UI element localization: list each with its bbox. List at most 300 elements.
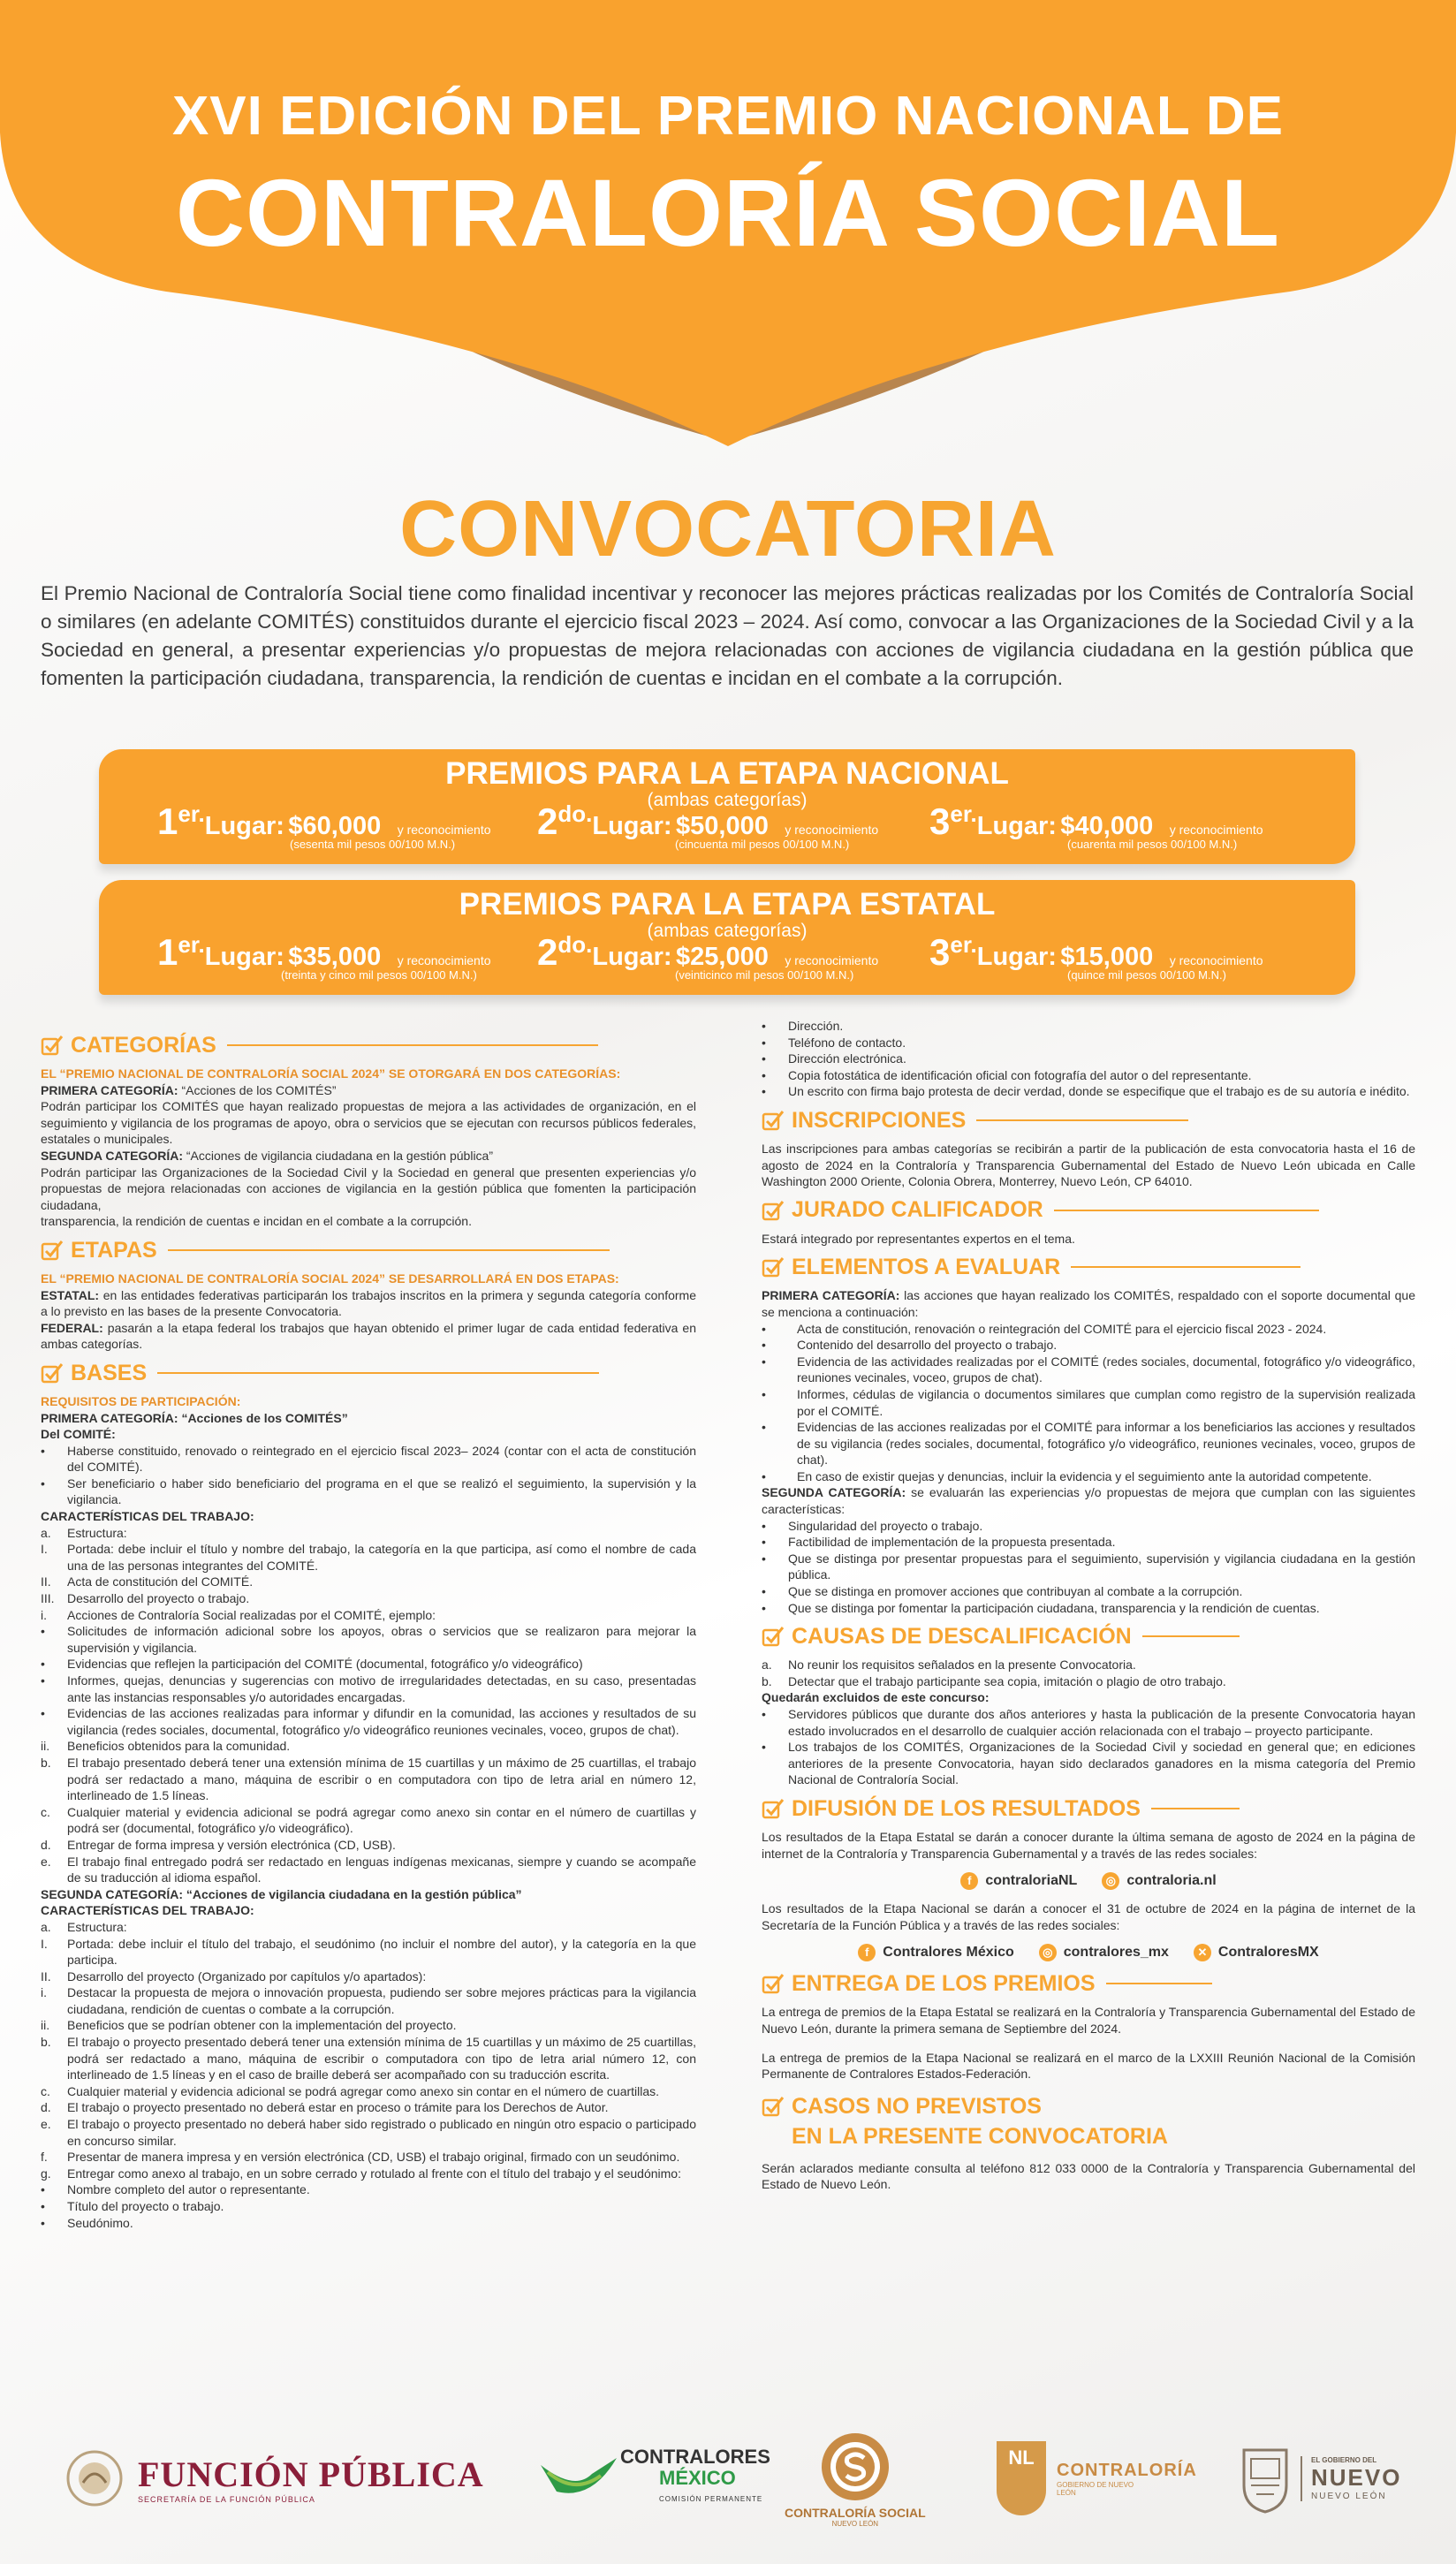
- section-divider: [227, 1044, 598, 1046]
- list-item: [41, 1705, 696, 1738]
- list-item: [762, 1354, 1415, 1386]
- list-marker: •: [762, 1354, 766, 1369]
- list-item: [41, 1623, 696, 1656]
- list-item: [41, 1590, 696, 1607]
- place-ordinal: $2^{do.}$: [537, 800, 593, 842]
- prize-title: PREMIOS PARA LA ETAPA ESTATAL: [459, 887, 996, 922]
- list-marker: •: [41, 2182, 45, 2197]
- list-text: Que se distinga por presentar propuestas para el seguimiento, supervisión y vigilancia ciudadana en la gestión pública.: [788, 1551, 1415, 1582]
- list-item: [41, 1854, 696, 1886]
- list-text: Dirección electrónica.: [788, 1051, 906, 1066]
- list-item: [41, 2181, 696, 2198]
- funcion-publica-subtext: SECRETARÍA DE LA FUNCIÓN PÚBLICA: [138, 2494, 315, 2504]
- place-recognition: y reconocimiento: [785, 953, 879, 967]
- list-marker: •: [762, 1084, 766, 1099]
- list-marker: •: [762, 1584, 766, 1599]
- list-text: Que se distinga en promover acciones que contribuyan al combate a la corrupción.: [788, 1584, 1243, 1599]
- list-marker: c.: [41, 2083, 50, 2098]
- logo-contraloria-nl: [997, 2421, 1197, 2536]
- section-title: CATEGORÍAS: [71, 1032, 216, 1058]
- list-marker: •: [41, 2215, 45, 2230]
- list-marker: •: [762, 1035, 766, 1050]
- x-icon: ✕: [1194, 1944, 1211, 1961]
- list-item: [41, 2083, 696, 2100]
- list-marker: •: [41, 1706, 45, 1721]
- list-item: [762, 1051, 1415, 1067]
- gob-line3: NUEVO LEÓN: [1311, 2491, 1387, 2501]
- list-text: Destacar la propuesta de mejora o innovación propuesta, pudiendo ser sobre mejores prácticas para la vigilancia ciudadana, rendición de cuentas o combate a la corrupción.: [67, 1985, 696, 2016]
- list-marker: •: [762, 1019, 766, 1033]
- list-item: [762, 1600, 1415, 1617]
- list-item: [762, 1534, 1415, 1551]
- list-text: En caso de existir quejas y denuncias, incluir la evidencia y el seguimiento ante la autoridad competente.: [797, 1468, 1372, 1483]
- prize-place-2: [537, 931, 879, 982]
- list-marker: •: [41, 1443, 45, 1458]
- logo-contralores-mexico: [539, 2421, 770, 2536]
- prize-place-1: [157, 931, 491, 982]
- list-item: [41, 1936, 696, 1969]
- list-text: Entregar de forma impresa y versión electrónica (CD, USB).: [67, 1837, 396, 1852]
- list-text: Servidores públicos que durante dos años anteriores y hasta la publicación de la presente Convocatoria hayan estado involucrados en el desarrollo de cualquier acción relacionada con el trabajo – proyecto participante.: [788, 1707, 1415, 1738]
- list-marker: •: [762, 1707, 766, 1721]
- place-recognition: y reconocimiento: [785, 823, 879, 837]
- header-banner: [0, 0, 1456, 459]
- place-amount-words: (quince mil pesos 00/100 M.N.): [1067, 968, 1226, 982]
- list-marker: b.: [41, 1755, 51, 1770]
- list-text: Teléfono de contacto.: [788, 1035, 906, 1050]
- section-title: BASES: [71, 1360, 148, 1385]
- place-recognition: y reconocimiento: [397, 823, 491, 837]
- list-marker: i.: [41, 1985, 47, 2000]
- cs-text: CONTRALORÍA SOCIAL: [785, 2505, 926, 2520]
- place-amount: $50,000: [676, 812, 769, 840]
- prize-title: PREMIOS PARA LA ETAPA NACIONAL: [445, 756, 1009, 791]
- list-text: Detectar que el trabajo participante sea copia, imitación o plagio de otro trabajo.: [788, 1673, 1226, 1688]
- elementos-cat2: SEGUNDA CATEGORÍA: se evaluarán las experiencias y/o propuestas de mejora que cumplan con las siguientes características:: [762, 1485, 1416, 1517]
- header-line2: CONTRALORÍA SOCIAL: [176, 159, 1280, 266]
- instagram-icon: ◎: [1039, 1944, 1057, 1961]
- difusion-text2: Los resultados de la Etapa Nacional se darán a conocer el 31 de octubre de 2024 en la página de internet de la Secretaría de la Función Pública y a través de las redes sociales:: [762, 1901, 1415, 1932]
- del-comite: Del COMITÉ:: [41, 1427, 116, 1442]
- cat1-label: PRIMERA CATEGORÍA:: [41, 1082, 178, 1097]
- list-item: [41, 2034, 696, 2083]
- list-item: [762, 1551, 1415, 1583]
- section-divider: [1054, 1210, 1319, 1211]
- list-marker: g.: [41, 2166, 51, 2181]
- list-item: [41, 2166, 696, 2182]
- header-line1: XVI EDICIÓN DEL PREMIO NACIONAL DE: [171, 86, 1285, 147]
- facebook-icon: f: [858, 1944, 876, 1961]
- list-item: [41, 1541, 696, 1574]
- list-text: Portada: debe incluir el título del trabajo, el seudónimo (no incluir el nombre del autor), y la categoría en la que participa.: [67, 1936, 696, 1968]
- list-item: [762, 1035, 1415, 1051]
- entrega-text1: La entrega de premios de la Etapa Estatal se realizará en la Contraloría y Transparencia Gubernamental del Estado de Nuevo León, durante la primera semana de Septiembre del 2024.: [762, 2005, 1415, 2036]
- jurado-text: Estará integrado por representantes expertos en el tema.: [762, 1231, 1075, 1246]
- list-marker: b.: [762, 1673, 772, 1688]
- place-label: Lugar:: [592, 943, 672, 971]
- list-item: [762, 1083, 1415, 1100]
- list-marker: •: [762, 1338, 766, 1353]
- prize-place-1: [157, 800, 491, 851]
- list-marker: e.: [41, 1854, 51, 1869]
- right-column: [762, 1018, 1415, 2193]
- social-facebook-contraloriaNL[interactable]: f contraloriaNL: [960, 1872, 1077, 1890]
- list-marker: •: [762, 1740, 766, 1755]
- list-text: No reunir los requisitos señalados en la presente Convocatoria.: [788, 1657, 1136, 1673]
- place-amount: $25,000: [676, 943, 769, 971]
- list-text: El trabajo presentado deberá tener una extensión mínima de 15 cuartillas y un máximo de 25 cuartillas, el trabajo podrá ser redactado a mano, máquina de escribir o en computadora con tipo de letra arial en número 12, interlineado de 1.5 líneas.: [67, 1755, 696, 1803]
- cat2-label: SEGUNDA CATEGORÍA:: [41, 1148, 183, 1163]
- section-divider: [1142, 1635, 1240, 1637]
- list-item: [762, 1337, 1415, 1354]
- checkbox-check-icon: [762, 2095, 785, 2118]
- list-item: [41, 1804, 696, 1837]
- section-divider: [1151, 1808, 1240, 1809]
- caracteristicas-heading: CARACTERÍSTICAS DEL TRABAJO:: [41, 1509, 254, 1524]
- list-item: [41, 1919, 696, 1936]
- list-text: El trabajo o proyecto presentado no deberá haber sido registrado o publicado en ningún otro espacio o participado en concurso similar.: [67, 2117, 696, 2148]
- list-text: Estructura:: [67, 1525, 127, 1540]
- list-text: Informes, cédulas de vigilancia o documentos similares que cumplan como registro de la supervisión realizada por el COMITÉ.: [797, 1386, 1415, 1418]
- etapa-federal: FEDERAL: pasarán a la etapa federal los trabajos que hayan obtenido el primer lugar de cada entidad federativa en ambas categorías.: [41, 1320, 696, 1352]
- cat1-text: Podrán participar los COMITÉS que hayan realizado propuestas de mejora a las actividades de organización, en el seguimiento y vigilancia de los programas de apoyo, obra o servicios que se ejecutan con recursos públicos federales, estatales o municipales.: [41, 1099, 696, 1147]
- place-amount: $35,000: [288, 943, 382, 971]
- section-header-inscripciones: [762, 1109, 1415, 1132]
- categorias-heading: EL “PREMIO NACIONAL DE CONTRALORÍA SOCIAL 2024” SE OTORGARÁ EN DOS CATEGORÍAS:: [41, 1066, 621, 1081]
- list-bases-c: [41, 1919, 696, 2231]
- list-marker: d.: [41, 2100, 51, 2115]
- checkbox-check-icon: [762, 1972, 785, 1995]
- list-causas-2: [762, 1706, 1415, 1788]
- list-item: [41, 1607, 696, 1624]
- section-header-causas: [762, 1625, 1415, 1648]
- social-links-estatal: [762, 1872, 1415, 1890]
- place-ordinal: $2^{do.}$: [537, 931, 593, 973]
- nl-shield: NL: [997, 2441, 1046, 2515]
- intro-paragraph: El Premio Nacional de Contraloría Social tiene como finalidad incentivar y reconocer las mejores prácticas realizadas por los Comités de Contraloría Social o similares (en adelante COMITÉS) constituidos durante el ejercicio fiscal 2023 – 2024. Así como, convocar a las Organizaciones de la Sociedad Civil y a la Sociedad en general, a presentar experiencias y/o propuestas de mejora relacionadas con acciones de vigilancia ciudadana en la gestión pública que fomenten la participación ciudadana, transparencia, la rendición de cuentas e incidan en el combate a la corrupción.: [41, 582, 1414, 689]
- list-item: [762, 1673, 1415, 1690]
- list-text: Dirección.: [788, 1019, 844, 1033]
- list-item: [41, 1574, 696, 1590]
- coat-of-arms-icon: [64, 2447, 125, 2509]
- list-item: [41, 1475, 696, 1508]
- list-text: Evidencias de las acciones realizadas para informar y difundir en la comunidad, las acciones y resultados de su vigilancia (redes sociales, documental, fotográfico y/o videográfico reuniones vecinales, voceo, grupos de chat).: [67, 1706, 696, 1737]
- section-header-etapas: [41, 1239, 696, 1262]
- list-marker: I.: [41, 1936, 48, 1951]
- list-marker: a.: [41, 1919, 51, 1934]
- place-recognition: y reconocimiento: [1169, 953, 1263, 967]
- contralores-text: CONTRALORES: [620, 2446, 770, 2468]
- list-text: Contenido del desarrollo del proyecto o trabajo.: [797, 1338, 1058, 1353]
- cat2-text: Podrán participar las Organizaciones de la Sociedad Civil y la Sociedad en general que presenten experiencias y/o propuestas de mejora relacionadas con acciones de vigilancia en la gestión pública que fomenten la participación ciudadana,: [41, 1164, 696, 1212]
- social-x-contraloresmx[interactable]: ✕ ContraloresMX: [1194, 1944, 1319, 1961]
- section-header-casos: [762, 2091, 1415, 2151]
- section-divider: [976, 1119, 1188, 1121]
- checkbox-check-icon: [762, 1109, 785, 1132]
- prize-place-2: [537, 800, 879, 851]
- caracteristicas2-heading: CARACTERÍSTICAS DEL TRABAJO:: [41, 1903, 254, 1918]
- logo-gobierno-nl: [1239, 2421, 1401, 2536]
- place-amount-words: (cincuenta mil pesos 00/100 M.N.): [675, 838, 850, 851]
- list-marker: II.: [41, 1574, 51, 1589]
- difusion-text1: Los resultados de la Etapa Estatal se darán a conocer durante la última semana de agosto de 2024 en la página de internet de la Contraloría y Transparencia Gubernamental y a través de las redes sociales:: [762, 1829, 1415, 1861]
- list-item: [41, 2099, 696, 2116]
- list-text: Evidencias de las acciones realizadas por el COMITÉ para informar a los beneficiarios las acciones y resultados de su vigilancia (redes sociales, documental, fotográfico y/o videográfico, reuniones vecinales, voceo, grupos de chat).: [797, 1420, 1415, 1468]
- list-marker: II.: [41, 1969, 51, 1984]
- section-title: ETAPAS: [71, 1237, 157, 1263]
- list-bases-a: [41, 1443, 696, 1508]
- list-item: [41, 1837, 696, 1854]
- footer-logos: [0, 2421, 1456, 2536]
- list-text: Singularidad del proyecto o trabajo.: [788, 1518, 983, 1533]
- list-item: [762, 1067, 1415, 1084]
- comision-text: COMISIÓN PERMANENTE: [659, 2495, 763, 2503]
- contraloria-subtext: GOBIERNO DE NUEVO LEÓN: [1057, 2480, 1134, 2497]
- cat2-text2: transparencia, la rendición de cuentas e incidan en el combate a la corrupción.: [41, 1214, 472, 1229]
- cat2-name: “Acciones de vigilancia ciudadana en la gestión pública”: [183, 1148, 493, 1163]
- list-item: [41, 1673, 696, 1705]
- contraloria-social-seal-icon: [818, 2430, 892, 2504]
- list-text: Beneficios obtenidos para la comunidad.: [67, 1739, 291, 1754]
- list-text: Solicitudes de información adicional sobre los apoyos, obras o servicios que se realizaron para mejorar la supervisión y vigilancia.: [67, 1624, 696, 1655]
- section-divider: [157, 1372, 599, 1374]
- prize-subtitle: (ambas categorías): [647, 790, 808, 810]
- list-marker: e.: [41, 2117, 51, 2132]
- list-causas-1: [762, 1657, 1415, 1689]
- list-marker: c.: [41, 1804, 50, 1819]
- section-divider: [1071, 1266, 1301, 1268]
- section-title-line2: EN LA PRESENTE CONVOCATORIA: [792, 2123, 1168, 2149]
- etapas-heading: EL “PREMIO NACIONAL DE CONTRALORÍA SOCIAL 2024” SE DESARROLLARÁ EN DOS ETAPAS:: [41, 1271, 619, 1286]
- checkbox-check-icon: [41, 1239, 64, 1262]
- place-amount-words: (veinticinco mil pesos 00/100 M.N.): [675, 968, 854, 982]
- place-amount-words: (sesenta mil pesos 00/100 M.N.): [290, 838, 456, 851]
- list-item: [41, 1656, 696, 1673]
- list-text: Evidencia de las actividades realizadas por el COMITÉ (redes sociales, documental, fotográfico y/o videográfico, reuniones vecinales, voceo, grupos de chat).: [797, 1354, 1415, 1385]
- section-title: JURADO CALIFICADOR: [792, 1197, 1043, 1223]
- list-item: [41, 2017, 696, 2034]
- section-divider: [168, 1249, 610, 1251]
- list-item: [762, 1386, 1415, 1419]
- list-text: Ser beneficiario o haber sido beneficiario del programa en el que se realizó el seguimiento, la supervisión y la vigilancia.: [67, 1475, 696, 1507]
- checkbox-check-icon: [41, 1034, 64, 1057]
- list-marker: a.: [41, 1525, 51, 1540]
- list-item: [41, 1443, 696, 1475]
- prize-box-nacional: [99, 749, 1355, 864]
- list-text: Evidencias que reflejen la participación del COMITÉ (documental, fotográfico y/o videográfico): [67, 1657, 583, 1672]
- list-marker: •: [762, 1600, 766, 1615]
- list-text: Estructura:: [67, 1919, 127, 1934]
- list-text: Cualquier material y evidencia adicional se podrá agregar como anexo sin contar en el número de cuartillas y podrá ser (documental, fotográfico y/o videográfico).: [67, 1804, 696, 1836]
- list-text: Desarrollo del proyecto (Organizado por capítulos y/o apartados):: [67, 1969, 427, 1984]
- list-item: [41, 1984, 696, 2017]
- section-title: ENTREGA DE LOS PREMIOS: [792, 1971, 1096, 1997]
- list-item: [41, 1755, 696, 1804]
- list-text: Acta de constitución, renovación o reintegración del COMITÉ para el ejercicio fiscal 2023 - 2024.: [797, 1321, 1327, 1336]
- place-label: Lugar:: [976, 812, 1057, 840]
- list-bases-b: [41, 1525, 696, 1886]
- section-title: CAUSAS DE DESCALIFICACIÓN: [792, 1623, 1132, 1649]
- checkbox-check-icon: [762, 1255, 785, 1278]
- list-marker: •: [762, 1535, 766, 1550]
- excluidos-heading: Quedarán excluidos de este concurso:: [762, 1690, 990, 1705]
- list-text: Presentar de manera impresa y en versión electrónica (CD, USB) el trabajo original, firmado con un seudónimo.: [67, 2150, 680, 2165]
- list-marker: •: [762, 1420, 766, 1435]
- list-item: [41, 1969, 696, 1985]
- logo-funcion-publica: [64, 2421, 484, 2536]
- list-marker: I.: [41, 1542, 48, 1557]
- list-text: Entregar como anexo al trabajo, en un sobre cerrado y rotulado al frente con el título del trabajo y el seudónimo:: [67, 2166, 681, 2181]
- funcion-publica-text: FUNCIÓN PÚBLICA: [138, 2454, 484, 2494]
- list-text: El trabajo final entregado podrá ser redactado en lenguas indígenas mexicanas, siempre y cuando se acompañe de su traducción al idioma español.: [67, 1854, 696, 1885]
- list-text: El trabajo o proyecto presentado no deberá estar en proceso o trámite para los Derechos de Autor.: [67, 2100, 609, 2115]
- place-recognition: y reconocimiento: [397, 953, 491, 967]
- list-text: Un escrito con firma bajo protesta de decir verdad, donde se especifique que el trabajo es de su autoría e inédito.: [788, 1084, 1410, 1099]
- list-item: [762, 1321, 1415, 1338]
- cs-subtext: NUEVO LEÓN: [831, 2519, 879, 2528]
- section-header-bases: [41, 1362, 696, 1384]
- place-ordinal: $1^{er.}$: [157, 800, 205, 842]
- bases-cat2: SEGUNDA CATEGORÍA: “Acciones de vigilancia ciudadana en la gestión pública”: [41, 1886, 522, 1901]
- list-marker: •: [762, 1051, 766, 1066]
- list-text: Nombre completo del autor o representante.: [67, 2182, 310, 2197]
- instagram-icon: ◎: [1102, 1872, 1119, 1890]
- section-header-jurado: [762, 1199, 1415, 1222]
- list-marker: •: [762, 1386, 766, 1401]
- list-marker: •: [41, 2199, 45, 2213]
- list-text: Los trabajos de los COMITÉS, Organizaciones de la Sociedad Civil y sociedad en general que; en ediciones anteriores de la presente Convocatoria, hayan sido declarados ganadores en la misma categoría del Premio Nacional de Contraloría Social.: [788, 1740, 1415, 1787]
- list-text: Beneficios que se podrían obtener con la implementación del proyecto.: [67, 2018, 457, 2033]
- list-item: [41, 2198, 696, 2215]
- place-label: Lugar:: [976, 943, 1057, 971]
- place-label: Lugar:: [592, 812, 672, 840]
- place-amount: $15,000: [1060, 943, 1154, 971]
- section-title: ELEMENTOS A EVALUAR: [792, 1255, 1061, 1280]
- list-marker: ii.: [41, 1739, 50, 1754]
- bases-cat1: PRIMERA CATEGORÍA: “Acciones de los COMITÉS”: [41, 1410, 348, 1425]
- place-ordinal: $1^{er.}$: [157, 931, 205, 973]
- list-text: Haberse constituido, renovado o reintegrado en el ejercicio fiscal 2023– 2024 (contar con el acta de constitución del COMITÉ).: [67, 1443, 696, 1475]
- checkbox-check-icon: [762, 1625, 785, 1648]
- list-text: Desarrollo del proyecto o trabajo.: [67, 1591, 250, 1606]
- list-item: [762, 1657, 1415, 1673]
- list-marker: b.: [41, 2035, 51, 2050]
- list-marker: •: [41, 1624, 45, 1639]
- requisitos-heading: REQUISITOS DE PARTICIPACIÓN:: [41, 1393, 241, 1408]
- list-item: [762, 1583, 1415, 1600]
- list-marker: a.: [762, 1657, 772, 1673]
- list-item: [41, 2149, 696, 2166]
- list-text: Cualquier material y evidencia adicional se podrá agregar como anexo sin contar en el número de cuartillas.: [67, 2083, 660, 2098]
- list-item: [41, 1525, 696, 1542]
- list-text: Acciones de Contraloría Social realizadas por el COMITÉ, ejemplo:: [67, 1607, 436, 1622]
- prize-subtitle: (ambas categorías): [647, 921, 808, 941]
- elementos-cat1: PRIMERA CATEGORÍA: las acciones que hayan realizado los COMITÉS, respaldado con el soporte documental que se menciona a continuación:: [762, 1288, 1415, 1319]
- place-amount: $60,000: [288, 812, 382, 840]
- list-right-top: [762, 1018, 1415, 1100]
- section-header-elementos: [762, 1255, 1415, 1278]
- social-facebook-contralores-mexico[interactable]: f Contralores México: [858, 1944, 1013, 1961]
- list-marker: •: [762, 1321, 766, 1336]
- prize-place-3: [929, 800, 1263, 851]
- place-label: Lugar:: [204, 943, 284, 971]
- list-item: [41, 1738, 696, 1755]
- list-elementos-2: [762, 1518, 1415, 1617]
- left-column: [41, 1025, 696, 2231]
- list-text: Copia fotostática de identificación oficial con fotografía del autor o del representante.: [788, 1067, 1252, 1082]
- social-instagram-contralores-mx[interactable]: ◎ contralores_mx: [1039, 1944, 1169, 1961]
- checkbox-check-icon: [762, 1797, 785, 1820]
- place-amount: $40,000: [1060, 812, 1154, 840]
- social-instagram-contraloria-nl[interactable]: ◎ contraloria.nl: [1102, 1872, 1216, 1890]
- list-text: Factibilidad de implementación de la propuesta presentada.: [788, 1535, 1116, 1550]
- prize-box-estatal: [99, 880, 1355, 995]
- section-header-entrega: [762, 1972, 1415, 1995]
- facebook-icon: f: [960, 1872, 978, 1890]
- gob-line2: NUEVO: [1311, 2463, 1402, 2491]
- list-item: [762, 1706, 1415, 1739]
- list-marker: ii.: [41, 2018, 50, 2033]
- list-marker: •: [762, 1067, 766, 1082]
- section-header-categorias: [41, 1034, 696, 1057]
- list-marker: f.: [41, 2150, 48, 2165]
- list-marker: •: [41, 1475, 45, 1491]
- list-item: [762, 1518, 1415, 1535]
- gob-line1: EL GOBIERNO DEL: [1311, 2455, 1377, 2464]
- checkbox-check-icon: [762, 1199, 785, 1222]
- list-marker: •: [762, 1518, 766, 1533]
- list-item: [762, 1018, 1415, 1035]
- list-marker: d.: [41, 1837, 51, 1852]
- contralores-mexico-icon: [539, 2456, 618, 2500]
- list-marker: •: [41, 1673, 45, 1688]
- list-text: Informes, quejas, denuncias y sugerencias con motivo de irregularidades detectadas, en su caso, presentadas ante las instancias responsables y/o autoridades encargadas.: [67, 1673, 696, 1704]
- place-ordinal: $3^{er.}$: [929, 800, 977, 842]
- list-marker: i.: [41, 1607, 47, 1622]
- list-marker: •: [762, 1468, 766, 1483]
- place-recognition: y reconocimiento: [1169, 823, 1263, 837]
- list-marker: III.: [41, 1591, 55, 1606]
- casos-text: Serán aclarados mediante consulta al teléfono 812 033 0000 de la Contraloría y Transparencia Gubernamental del Estado de Nuevo León.: [762, 2160, 1415, 2192]
- list-text: Título del proyecto o trabajo.: [67, 2199, 224, 2213]
- list-marker: •: [762, 1551, 766, 1566]
- place-ordinal: $3^{er.}$: [929, 931, 977, 973]
- list-elementos-1: [762, 1321, 1415, 1485]
- list-text: Acta de constitución del COMITÉ.: [67, 1574, 254, 1589]
- logo-contraloria-social-nl: [785, 2421, 926, 2536]
- list-item: [41, 2116, 696, 2149]
- list-text: El trabajo o proyecto presentado deberá tener una extensión mínima de 15 cuartillas y un máximo de 25 cuartillas, podrá ser redactado a mano, máquina de escribir o computadora con tipo de letra arial número 12, con interlineado de 1.5 líneas y en el caso de braille deberá ser acompañado con su traducción escrita.: [67, 2035, 696, 2082]
- place-amount-words: (cuarenta mil pesos 00/100 M.N.): [1067, 838, 1238, 851]
- inscripciones-text: Las inscripciones para ambas categorías se recibirán a partir de la publicación de esta convocatoria hasta el 16 de agosto de 2024 en la Contraloría y Transparencia Gubernamental del Estado de Nuevo León ubicada en Calle Washington 2000 Oriente, Colonia Obrera, Monterrey, Nuevo León, CP 64010.: [762, 1141, 1415, 1189]
- list-item: [41, 2215, 696, 2232]
- list-item: [762, 1468, 1415, 1485]
- list-text: Portada: debe incluir el título y nombre del trabajo, la categoría en la que participa, así como el nombre de cada una de las personas integrantes del COMITÉ.: [67, 1542, 696, 1573]
- list-item: [762, 1739, 1415, 1788]
- list-text: Seudónimo.: [67, 2215, 133, 2230]
- social-links-nacional: [762, 1944, 1415, 1961]
- page-title: CONVOCATORIA: [399, 485, 1057, 573]
- contraloria-text: CONTRALORÍA: [1057, 2460, 1197, 2480]
- place-label: Lugar:: [204, 812, 284, 840]
- section-header-difusion: [762, 1797, 1415, 1820]
- section-title: DIFUSIÓN DE LOS RESULTADOS: [792, 1795, 1141, 1821]
- list-text: Que se distinga por fomentar la participación ciudadana, transparencia y la rendición de cuentas.: [788, 1600, 1320, 1615]
- place-amount-words: (treinta y cinco mil pesos 00/100 M.N.): [281, 968, 477, 982]
- section-title: INSCRIPCIONES: [792, 1107, 967, 1133]
- list-marker: •: [41, 1657, 45, 1672]
- nl-coat-of-arms-icon: [1239, 2443, 1292, 2514]
